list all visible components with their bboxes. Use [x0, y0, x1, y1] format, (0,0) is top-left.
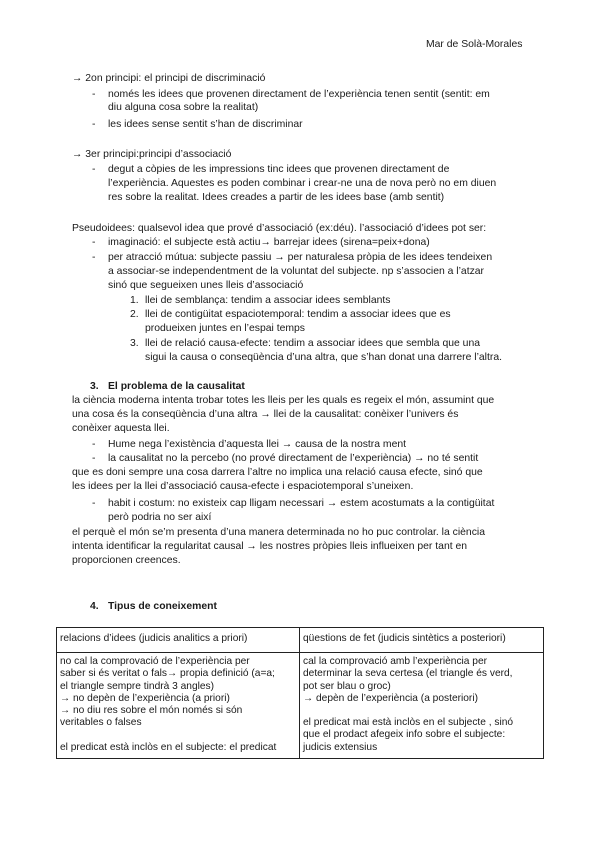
section3-p1-line3: conèixer aquesta llei.	[72, 423, 170, 434]
law-number: 2.	[130, 309, 139, 320]
table-body-row	[57, 653, 544, 759]
section3-p2-line3: proporcionen creences.	[72, 555, 181, 566]
law2-line1: llei de contigüitat espaciotemporal: tendim a associar idees que es	[145, 309, 451, 320]
knowledge-table	[56, 627, 544, 759]
table-right-line: cal la comprovació amb l’experiència per	[303, 656, 488, 667]
table-header-left: relacions d’idees (judicis analitics a priori)	[57, 628, 300, 653]
principle3-title: → 3er principi:principi d’associació	[72, 149, 232, 160]
table-right-line: judicis extensius	[303, 741, 378, 753]
pseudo-intro: Pseudoidees: qualsevol idea que prové d’associació (ex:déu). l’associació d’idees pot ser:	[72, 223, 487, 234]
bullet-dash: -	[92, 498, 96, 509]
section3-bullet2-line1: la causalitat no la percebo (no prové directament de l’experiència) → no té sentit	[108, 453, 479, 464]
table-right-line: pot ser blau o groc)	[303, 680, 391, 692]
table-left-line: → no diu res sobre el món només si són	[60, 705, 243, 717]
law-number: 1.	[130, 295, 139, 306]
law1: llei de semblança: tendim a associar idees semblants	[145, 295, 391, 306]
bullet-dash: -	[92, 164, 96, 175]
section3-bullet3-line2: però podria no ser així	[108, 512, 212, 523]
table-cell-left	[57, 653, 300, 759]
pseudo-attraction-line2: a associar-se independentment de la voluntat del subjecte. np s’associen a l’atzar	[108, 266, 485, 277]
table-header-row	[57, 628, 544, 653]
principle2-bullet1-line1: només les idees que provenen directament de l’experiència tenen sentit (sentit: em	[108, 89, 490, 100]
pseudo-attraction-line3: sinó que segueixen unes lleis d’associació	[108, 280, 304, 291]
bullet-dash: -	[92, 453, 96, 464]
section3-heading: El problema de la causalitat	[108, 381, 245, 392]
bullet-dash: -	[92, 89, 96, 100]
table-left-line: el triangle sempre tindrà 3 angles)	[60, 680, 215, 692]
principle3-line2: l’experiència. Aquestes es poden combinar i crear-ne una de nova però no em diuen	[108, 178, 497, 189]
bullet-dash: -	[92, 237, 96, 248]
table-right-line: determinar la seva certesa (el triangle és verd,	[303, 668, 513, 680]
page-author: Mar de Solà-Morales	[426, 39, 523, 50]
section3-number: 3.	[90, 381, 99, 392]
table-left-line: veritables o falses	[60, 717, 142, 729]
section3-bullet3-line1: habit i costum: no existeix cap lligam necessari → estem acostumats a la contigüitat	[108, 498, 495, 509]
table-left-line: no cal la comprovació de l’experiència per	[60, 656, 250, 667]
principle3-line3: res sobre la realitat. Idees creades a partir de les idees base (amb sentit)	[108, 192, 445, 203]
table-right-line: el predicat mai està inclòs en el subjecte , sinó	[303, 717, 514, 729]
table-left-line: el predicat està inclòs en el subjecte: el predicat	[60, 741, 277, 753]
bullet-dash: -	[92, 119, 96, 130]
table-left-line: → no depèn de l’experiència (a priori)	[60, 692, 230, 704]
section3-bullet2-line3: les idees per la llei d’associació causa-efecte i espaciotemporal s’uneixen.	[72, 481, 414, 492]
law3-line1: llei de relació causa-efecte: tendim a associar idees que sembla que una	[145, 338, 481, 349]
law2-line2: produeixen juntes en l’espai temps	[145, 323, 305, 334]
section3-bullet1: Hume nega l’existència d’aquesta llei → causa de la nostra ment	[108, 439, 407, 450]
principle2-bullet2: les idees sense sentit s’han de discriminar	[108, 119, 303, 130]
principle2-bullet1-line2: diu alguna cosa sobre la realitat)	[108, 102, 259, 113]
table-right-line: que el prodact afegeix info sobre el subjecte:	[303, 729, 506, 741]
principle2-title: → 2on principi: el principi de discriminació	[72, 73, 266, 84]
section3-p2-line1: el perquè el món se’m presenta d’una manera determinada no ho puc controlar. la ciència	[72, 527, 485, 538]
table-cell-right	[300, 653, 544, 759]
bullet-dash: -	[92, 252, 96, 263]
section3-p1-line1: la ciència moderna intenta trobar totes les lleis per les quals es regeix el món, assumint que	[72, 395, 495, 406]
section4-heading: Tipus de coneixement	[108, 601, 217, 612]
principle3-line1: degut a còpies de les impressions tinc idees que provenen directament de	[108, 164, 450, 175]
pseudo-imagination: imaginació: el subjecte està actiu→ barrejar idees (sirena=peix+dona)	[108, 237, 430, 248]
section3-p1-line2: una cosa és la conseqüència d’una altra → llei de la causalitat: conèixer l’univers és	[72, 409, 459, 420]
section3-p2-line2: intenta identificar la regularitat causal → les nostres pròpies lleis influeixen per tant en	[72, 541, 468, 552]
table-right-line: → depèn de l’experiència (a posteriori)	[303, 692, 478, 704]
table-left-line: saber si és veritat o fals→ propia definició (a=a;	[60, 668, 275, 680]
section3-bullet2-line2: que es doni sempre una cosa darrera l’altre no implica una relació causa efecte, sinó que	[72, 467, 483, 478]
spacer	[303, 705, 540, 717]
bullet-dash: -	[92, 439, 96, 450]
table-header-right: qüestions de fet (judicis sintètics a posteriori)	[300, 628, 544, 653]
section4-number: 4.	[90, 601, 99, 612]
law-number: 3.	[130, 338, 139, 349]
spacer	[60, 730, 296, 742]
law3-line2: sigui la causa o conseqüència d’una altra, que s’han donat una darrere l’altra.	[145, 352, 502, 363]
pseudo-attraction-line1: per atracció mútua: subjecte passiu → per naturalesa pròpia de les idees tendeixen	[108, 252, 493, 263]
